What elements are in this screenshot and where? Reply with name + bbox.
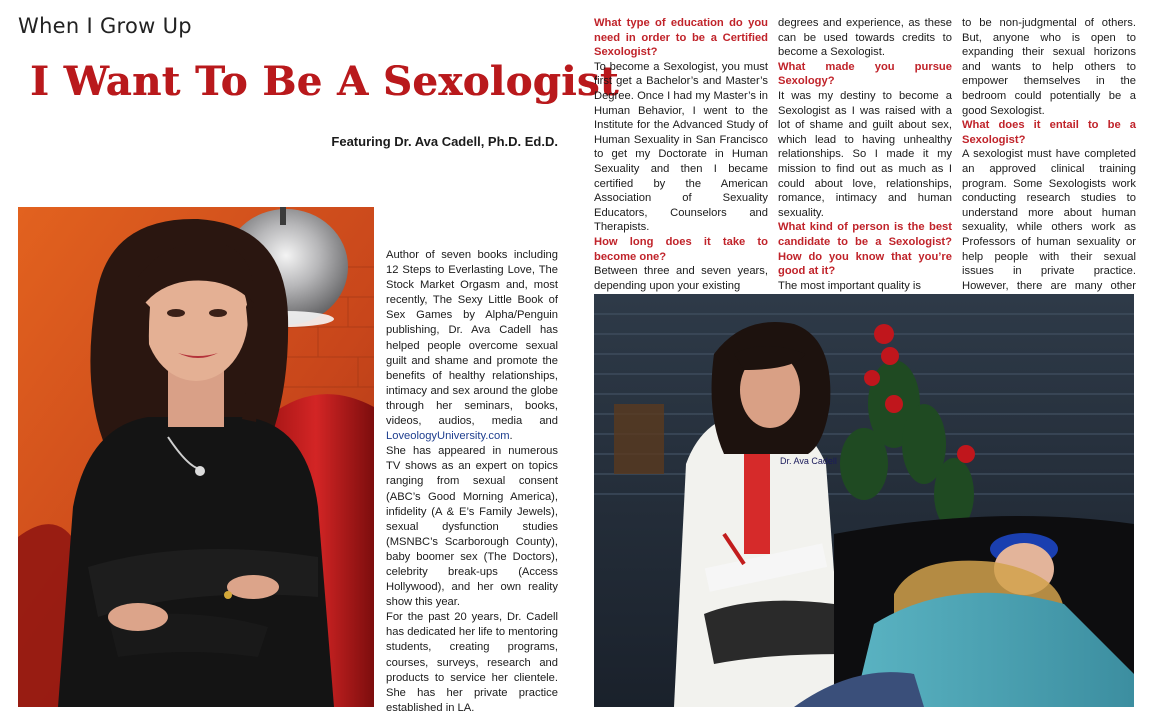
session-photo xyxy=(594,294,1134,707)
answer-how-long-part-1: Between three and seven years, depending upon your existing xyxy=(594,265,768,292)
intro-paragraph-1-end: . xyxy=(509,430,513,443)
coat-tag: Dr. Ava Cadell xyxy=(780,456,837,466)
answer-pursue: It was my destiny to become a Sexologist as I was raised with a lot of shame and guilt about sex, which lead to having unhealthy relationships. So I made it my mission to find out as much as I could about love, relationships, romance, intimacy and human sexuality. xyxy=(778,89,952,219)
qa-column-1 xyxy=(594,16,768,290)
intro-paragraph-1 xyxy=(386,248,558,444)
website-link[interactable]: LoveologyUniversity.com xyxy=(386,430,510,443)
question-pursue: What made you pursue Sexology? xyxy=(778,60,952,88)
answer-candidate-part-2: to be non-judgmental of others. But, anyone who is open to expanding their sexual horizons and wants to help others to empower themselves in the bedroom could potentially be a good Sexologist. xyxy=(962,17,1136,117)
question-education: What type of education do you need in order to be a Certified Sexologist? xyxy=(594,17,768,59)
answer-how-long-part-2: degrees and experience, as these can be used towards credits to become a Sexologist. xyxy=(778,17,952,59)
answer-entail: A sexologist must have completed an approved clinical training program. Some Sexologists work conducting research studies to understand more about human sexuality, while others work as Professors of human sexuality or help people with their sexual issues in private practice. However, there are many other xyxy=(962,148,1136,292)
qa-column-2 xyxy=(778,16,952,290)
portrait-illustration xyxy=(18,207,374,707)
question-candidate: What kind of person is the best candidate to be a Sexologist? How do you know that you’re good at it? xyxy=(778,221,952,278)
intro-text xyxy=(386,248,558,716)
byline: Featuring Dr. Ava Cadell, Ph.D. Ed.D. xyxy=(331,134,558,149)
intro-paragraph-3: For the past 20 years, Dr. Cadell has dedicated her life to mentoring students, creating programs, courses, surveys, research and products to service her clientele. She has her private practice established in LA. xyxy=(386,611,558,714)
section-label: When I Grow Up xyxy=(18,14,192,38)
answer-education: To become a Sexologist, you must first get a Bachelor’s and Master’s Degree. Once I had my Master’s in Human Behavior, I went to the Institute for the Advanced Study of Human Sexuality in San Francisco to get my Doctorate in Human Sexuality and then I became certified by the American Association of Sexuality Educators, Counselors and Therapists. xyxy=(594,60,768,234)
question-how-long: How long does it take to become one? xyxy=(594,235,768,263)
session-illustration xyxy=(594,294,1134,707)
article-title: I Want To Be A Sexologist xyxy=(30,58,619,105)
intro-paragraph-1-text: Author of seven books including 12 Steps to Everlasting Love, The Stock Market Orgasm and, most recently, The Sexy Little Book of Sex Games by Alpha/Penguin publishing, Dr. Ava Cadell has helped people overcome sexual guilt and shame and promote the benefits of healthy relationships, intimacy and sex around the globe through her seminars, books, videos, audios, media and xyxy=(386,249,558,428)
intro-paragraph-2: She has appeared in numerous TV shows as an expert on topics ranging from sexual consent (ABC’s Good Morning America), infidelity (A & E’s Family Jewels), sexual dysfunction studies (MSNBC’s Scarborough County), baby boomer sex (The Doctors), celebrity break-ups (Access Hollywood), and her own reality show this year. xyxy=(386,445,558,609)
answer-candidate-part-1: The most important quality is xyxy=(778,279,922,292)
portrait-photo xyxy=(18,207,374,707)
question-entail: What does it entail to be a Sexologist? xyxy=(962,119,1136,146)
qa-column-3 xyxy=(962,16,1136,290)
